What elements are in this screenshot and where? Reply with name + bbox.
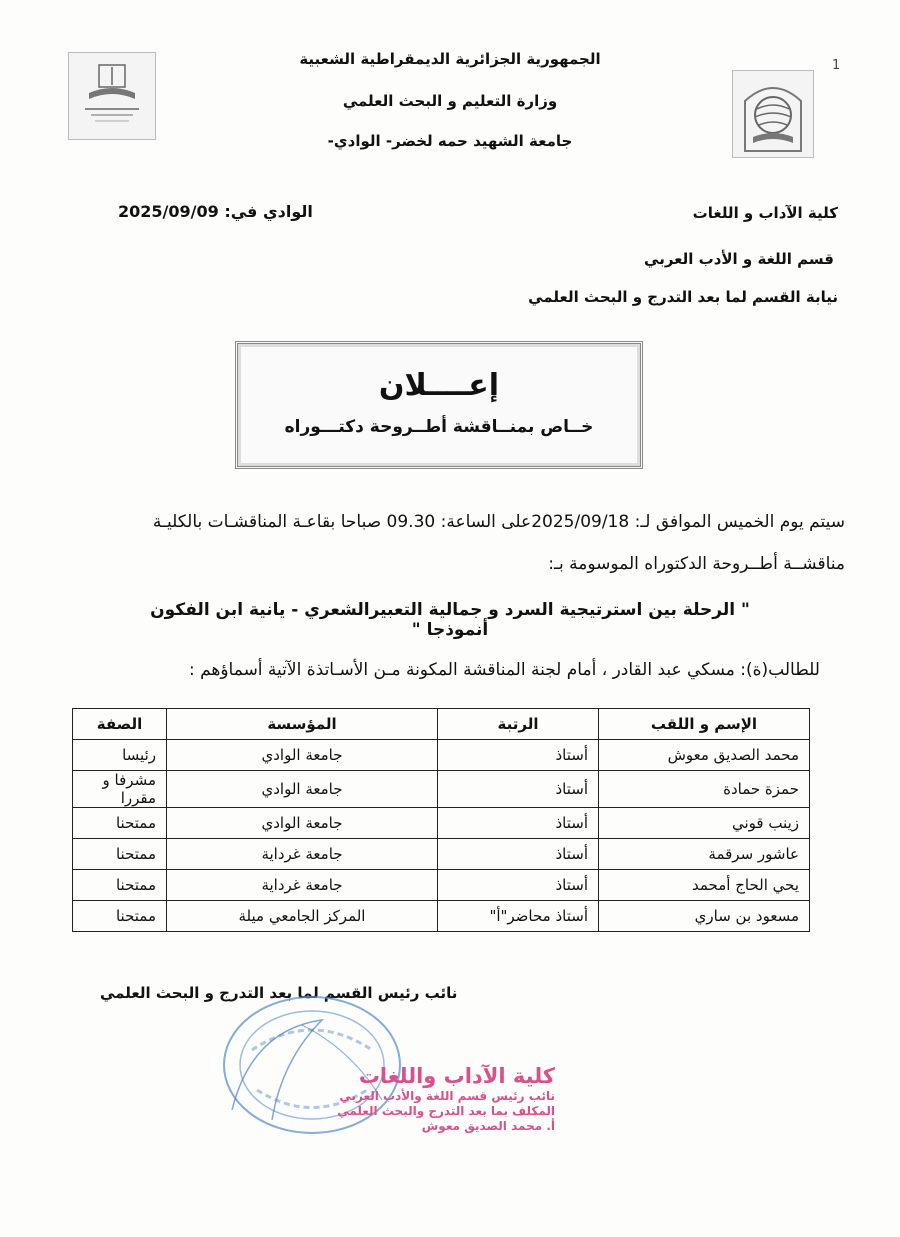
column-header-institution: المؤسسة <box>167 709 438 740</box>
jury-role: ممتحنا <box>73 839 167 870</box>
jury-name: محمد الصديق معوش <box>599 740 810 771</box>
announcement-title: إعــــلان <box>378 368 500 403</box>
university-book-logo-icon <box>68 52 156 140</box>
jury-name: حمزة حمادة <box>599 771 810 808</box>
faculty-name: كلية الآداب و اللغات <box>692 204 838 222</box>
stamp-faculty: كلية الآداب واللغات <box>358 1064 555 1088</box>
table-header-row <box>73 709 810 740</box>
jury-rank: أستاذ <box>438 839 599 870</box>
announcement-subtitle: خــاص بمنــاقشة أطــروحة دكتـــوراه <box>284 417 594 437</box>
column-header-role: الصفة <box>73 709 167 740</box>
table-row <box>73 808 810 839</box>
jury-institution: جامعة غرداية <box>167 870 438 901</box>
jury-institution: المركز الجامعي ميلة <box>167 901 438 932</box>
signature-stamp <box>305 1064 555 1133</box>
university-name: جامعة الشهيد حمه لخضر- الوادي- <box>327 132 573 150</box>
jury-institution: جامعة غرداية <box>167 839 438 870</box>
table-row <box>73 870 810 901</box>
vice-department-name: نيابة القسم لما بعد التدرج و البحث العلمي <box>528 288 838 306</box>
jury-rank: أستاذ <box>438 740 599 771</box>
jury-role: ممتحنا <box>73 901 167 932</box>
issue-date: الوادي في: 2025/09/09 <box>118 202 313 221</box>
jury-rank: أستاذ محاضر"أ" <box>438 901 599 932</box>
ministry-name: وزارة التعليم و البحث العلمي <box>342 92 558 110</box>
announcement-box <box>235 341 643 469</box>
schedule-paragraph: سيتم يوم الخميس الموافق لـ: 2025/09/18على الساعة: 09.30 صباحا بقاعـة المناقشـات بالكليـة <box>152 512 845 532</box>
stamp-role: نائب رئيس قسم اللغة والأدب العربي <box>339 1089 555 1103</box>
jury-institution: جامعة الوادي <box>167 740 438 771</box>
column-header-rank: الرتبة <box>438 709 599 740</box>
table-row <box>73 839 810 870</box>
jury-role: مشرفا و مقررا <box>73 771 167 808</box>
column-header-name: الإسم و اللقب <box>599 709 810 740</box>
table-row <box>73 740 810 771</box>
jury-name: زينب قوني <box>599 808 810 839</box>
jury-institution: جامعة الوادي <box>167 808 438 839</box>
table-row <box>73 771 810 808</box>
student-paragraph: للطالب(ة): مسكي عبد القادر ، أمام لجنة المناقشة المكونة مـن الأسـاتذة الآتية أسماؤهم : <box>188 660 820 680</box>
page-number: 1 <box>832 58 841 73</box>
jury-role: رئيسا <box>73 740 167 771</box>
jury-rank: أستاذ <box>438 808 599 839</box>
jury-role: ممتحنا <box>73 808 167 839</box>
globe-book-logo-icon <box>732 70 814 158</box>
table-row <box>73 901 810 932</box>
jury-rank: أستاذ <box>438 771 599 808</box>
jury-role: ممتحنا <box>73 870 167 901</box>
stamp-duty: المكلف بما بعد التدرج والبحث العلمي <box>337 1104 555 1118</box>
jury-rank: أستاذ <box>438 870 599 901</box>
jury-institution: جامعة الوادي <box>167 771 438 808</box>
jury-name: يحي الحاج أمحمد <box>599 870 810 901</box>
jury-name: عاشور سرقمة <box>599 839 810 870</box>
stamp-name: أ. محمد الصديق معوش <box>421 1119 555 1133</box>
thesis-title: " الرحلة بين استرتيجية السرد و جمالية التعبيرالشعري - يانية ابن الفكون أنموذجا " <box>150 600 750 640</box>
thesis-intro: مناقشــة أطــروحة الدكتوراه الموسومة بـ: <box>548 554 845 574</box>
country-name: الجمهورية الجزائرية الديمقراطية الشعبية <box>299 50 601 68</box>
signatory-title: نائب رئيس القسم لما بعد التدرج و البحث العلمي <box>100 984 458 1002</box>
jury-name: مسعود بن ساري <box>599 901 810 932</box>
department-name: قسم اللغة و الأدب العربي <box>644 250 834 268</box>
jury-table <box>72 708 810 932</box>
